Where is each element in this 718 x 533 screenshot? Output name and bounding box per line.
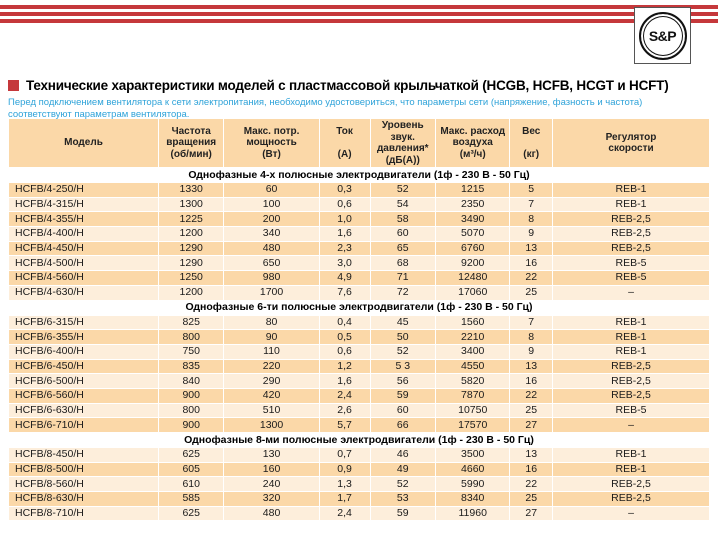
value-cell: 65 [371, 242, 435, 256]
header-line: Макс. потр. [243, 125, 300, 137]
value-cell: 800 [159, 330, 223, 344]
value-cell: 0,6 [320, 345, 370, 359]
value-cell: 9 [510, 345, 552, 359]
value-cell: 480 [224, 242, 318, 256]
value-cell: REB-1 [553, 198, 709, 212]
value-cell: – [553, 507, 709, 521]
model-cell: HCFB/6-400/H [9, 345, 158, 359]
value-cell: 825 [159, 316, 223, 330]
value-cell: 650 [224, 256, 318, 270]
value-cell: 16 [510, 256, 552, 270]
table-header-cell [371, 119, 435, 167]
table-row [9, 448, 709, 462]
table-header-cell [9, 119, 158, 167]
value-cell: 50 [371, 330, 435, 344]
value-cell: 900 [159, 389, 223, 403]
value-cell: 100 [224, 198, 318, 212]
value-cell: 420 [224, 389, 318, 403]
header-line: вращения [166, 137, 217, 149]
value-cell: 8 [510, 212, 552, 226]
header-line: (м³/ч) [459, 148, 486, 160]
value-cell: 2,3 [320, 242, 370, 256]
value-cell: 0,3 [320, 183, 370, 197]
model-cell: HCFB/6-450/H [9, 360, 158, 374]
value-cell: 59 [371, 507, 435, 521]
table-header-row [9, 119, 709, 167]
table-row [9, 212, 709, 226]
table-row [9, 286, 709, 300]
value-cell: 71 [371, 271, 435, 285]
value-cell: REB-2,5 [553, 242, 709, 256]
value-cell: REB-5 [553, 404, 709, 418]
value-cell: REB-1 [553, 448, 709, 462]
value-cell: REB-2,5 [553, 374, 709, 388]
value-cell: 0,9 [320, 463, 370, 477]
value-cell: 7870 [436, 389, 509, 403]
table-header-cell [224, 119, 318, 167]
value-cell: REB-1 [553, 345, 709, 359]
value-cell: 25 [510, 404, 552, 418]
value-cell: 605 [159, 463, 223, 477]
value-cell: 980 [224, 271, 318, 285]
table-row [9, 360, 709, 374]
value-cell: 2210 [436, 330, 509, 344]
value-cell: 60 [371, 404, 435, 418]
value-cell: 1560 [436, 316, 509, 330]
value-cell: REB-2,5 [553, 212, 709, 226]
value-cell: 1,7 [320, 492, 370, 506]
header-line: (дБ(А)) [385, 154, 420, 166]
model-cell: HCFB/4-355/H [9, 212, 158, 226]
value-cell: 59 [371, 389, 435, 403]
value-cell: 17570 [436, 418, 509, 432]
value-cell: REB-2,5 [553, 389, 709, 403]
header-line: Регулятор [605, 131, 657, 143]
value-cell: 2350 [436, 198, 509, 212]
brand-stripes [0, 5, 718, 23]
value-cell: 200 [224, 212, 318, 226]
value-cell: 1300 [159, 198, 223, 212]
table-row [9, 183, 709, 197]
value-cell: 60 [371, 227, 435, 241]
table-header-cell [436, 119, 509, 167]
table-row [9, 198, 709, 212]
value-cell: 1200 [159, 286, 223, 300]
value-cell: 1225 [159, 212, 223, 226]
value-cell: 5990 [436, 477, 509, 491]
value-cell: 22 [510, 477, 552, 491]
value-cell: 80 [224, 316, 318, 330]
table-header-cell [159, 119, 223, 167]
model-cell: HCFB/8-630/H [9, 492, 158, 506]
table-row [9, 418, 709, 432]
table-row [9, 463, 709, 477]
value-cell: 22 [510, 389, 552, 403]
value-cell: 2,6 [320, 404, 370, 418]
value-cell: 68 [371, 256, 435, 270]
value-cell: 1290 [159, 242, 223, 256]
model-cell: HCFB/4-500/H [9, 256, 158, 270]
value-cell: 1215 [436, 183, 509, 197]
value-cell: 835 [159, 360, 223, 374]
value-cell: 16 [510, 374, 552, 388]
table-row [9, 374, 709, 388]
section-title: Однофазные 8-ми полюсные электродвигатели (1ф - 230 В - 50 Гц) [9, 433, 709, 447]
value-cell: 0,5 [320, 330, 370, 344]
value-cell: 840 [159, 374, 223, 388]
value-cell: 27 [510, 418, 552, 432]
value-cell: 160 [224, 463, 318, 477]
value-cell: 3500 [436, 448, 509, 462]
header-line: Макс. расход [440, 125, 506, 137]
table-row [9, 256, 709, 270]
value-cell: 25 [510, 492, 552, 506]
value-cell: 58 [371, 212, 435, 226]
value-cell: 240 [224, 477, 318, 491]
value-cell: 60 [224, 183, 318, 197]
value-cell: – [553, 286, 709, 300]
value-cell: 4,9 [320, 271, 370, 285]
table-row [9, 389, 709, 403]
intro-text: Перед подключением вентилятора к сети электропитания, необходимо удостовериться, что параметры сети (напряжение, фазность и частота) соответствуют параметрам вентилятора. [8, 97, 643, 120]
value-cell: 13 [510, 360, 552, 374]
table-row [9, 316, 709, 330]
value-cell: REB-2,5 [553, 360, 709, 374]
value-cell: 4660 [436, 463, 509, 477]
value-cell: 220 [224, 360, 318, 374]
value-cell: 11960 [436, 507, 509, 521]
value-cell: 66 [371, 418, 435, 432]
model-cell: HCFB/6-560/H [9, 389, 158, 403]
model-cell: HCFB/8-710/H [9, 507, 158, 521]
header-line: Уровень звук. [381, 120, 424, 143]
header-line: воздуха [452, 137, 493, 149]
value-cell: 3,0 [320, 256, 370, 270]
value-cell: 3490 [436, 212, 509, 226]
model-cell: HCFB/4-250/H [9, 183, 158, 197]
value-cell: 340 [224, 227, 318, 241]
value-cell: 5,7 [320, 418, 370, 432]
value-cell: 8340 [436, 492, 509, 506]
value-cell: 9 [510, 227, 552, 241]
sp-logo [634, 7, 691, 64]
title-bullet-icon [8, 80, 19, 91]
table-header-cell [553, 119, 709, 167]
value-cell: REB-2,5 [553, 477, 709, 491]
value-cell: REB-1 [553, 183, 709, 197]
value-cell: 46 [371, 448, 435, 462]
model-cell: HCFB/4-315/H [9, 198, 158, 212]
value-cell: 52 [371, 477, 435, 491]
model-cell: HCFB/4-400/H [9, 227, 158, 241]
header-line: скорости [608, 143, 654, 154]
value-cell: REB-5 [553, 256, 709, 270]
section-header-row [9, 301, 709, 315]
value-cell: 1,6 [320, 374, 370, 388]
header-line: Ток [336, 125, 353, 137]
header-line: (кг) [523, 148, 540, 160]
model-cell: HCFB/6-500/H [9, 374, 158, 388]
value-cell: 4550 [436, 360, 509, 374]
table-head [9, 119, 709, 167]
value-cell: 72 [371, 286, 435, 300]
value-cell: REB-2,5 [553, 492, 709, 506]
section-header-row [9, 168, 709, 182]
value-cell: 1,0 [320, 212, 370, 226]
title-row [8, 79, 710, 93]
table-row [9, 227, 709, 241]
header-line: (А) [337, 148, 352, 160]
value-cell: 625 [159, 507, 223, 521]
value-cell: 49 [371, 463, 435, 477]
header-line: (об/мин) [170, 148, 212, 160]
value-cell: 13 [510, 242, 552, 256]
value-cell: – [553, 418, 709, 432]
value-cell: 320 [224, 492, 318, 506]
value-cell: 90 [224, 330, 318, 344]
model-cell: HCFB/4-630/H [9, 286, 158, 300]
table-header-cell [320, 119, 370, 167]
value-cell: 53 [371, 492, 435, 506]
value-cell: 17060 [436, 286, 509, 300]
value-cell: 1700 [224, 286, 318, 300]
value-cell: 0,7 [320, 448, 370, 462]
value-cell: 6760 [436, 242, 509, 256]
header-line: (Вт) [262, 148, 281, 160]
value-cell: REB-2,5 [553, 227, 709, 241]
section-title: Однофазные 6-ти полюсные электродвигатели (1ф - 230 В - 50 Гц) [9, 301, 709, 315]
value-cell: 5 3 [371, 360, 435, 374]
value-cell: 0,4 [320, 316, 370, 330]
value-cell: 1250 [159, 271, 223, 285]
sp-logo-text: S&P [648, 27, 677, 44]
table-header-cell [510, 119, 552, 167]
model-cell: HCFB/8-500/H [9, 463, 158, 477]
value-cell: 52 [371, 183, 435, 197]
value-cell: 110 [224, 345, 318, 359]
value-cell: 3400 [436, 345, 509, 359]
header-line [510, 137, 552, 149]
value-cell: 1,2 [320, 360, 370, 374]
model-cell: HCFB/6-630/H [9, 404, 158, 418]
value-cell: 25 [510, 286, 552, 300]
value-cell: 56 [371, 374, 435, 388]
table-row [9, 330, 709, 344]
model-cell: HCFB/4-560/H [9, 271, 158, 285]
value-cell: 130 [224, 448, 318, 462]
table-body [9, 168, 709, 520]
header-line: мощность [246, 137, 297, 149]
value-cell: 13 [510, 448, 552, 462]
value-cell: 0,6 [320, 198, 370, 212]
header-line: Частота [171, 125, 211, 137]
sp-logo-circle [639, 12, 687, 60]
value-cell: 5070 [436, 227, 509, 241]
header-line: Модель [64, 137, 103, 149]
value-cell: 27 [510, 507, 552, 521]
value-cell: 1300 [224, 418, 318, 432]
table-row [9, 477, 709, 491]
value-cell: 2,4 [320, 389, 370, 403]
value-cell: 2,4 [320, 507, 370, 521]
model-cell: HCFB/6-710/H [9, 418, 158, 432]
value-cell: 7 [510, 316, 552, 330]
value-cell: REB-1 [553, 463, 709, 477]
value-cell: REB-1 [553, 330, 709, 344]
value-cell: 22 [510, 271, 552, 285]
value-cell: 750 [159, 345, 223, 359]
value-cell: 9200 [436, 256, 509, 270]
header-line [320, 137, 370, 149]
value-cell: 1,6 [320, 227, 370, 241]
model-cell: HCFB/8-560/H [9, 477, 158, 491]
value-cell: 625 [159, 448, 223, 462]
model-cell: HCFB/4-450/H [9, 242, 158, 256]
table-row [9, 404, 709, 418]
value-cell: 800 [159, 404, 223, 418]
value-cell: 54 [371, 198, 435, 212]
model-cell: HCFB/6-315/H [9, 316, 158, 330]
value-cell: 1200 [159, 227, 223, 241]
value-cell: 10750 [436, 404, 509, 418]
section-title: Однофазные 4-х полюсные электродвигатели (1ф - 230 В - 50 Гц) [9, 168, 709, 182]
value-cell: REB-1 [553, 316, 709, 330]
value-cell: 1,3 [320, 477, 370, 491]
value-cell: 52 [371, 345, 435, 359]
value-cell: 480 [224, 507, 318, 521]
value-cell: 610 [159, 477, 223, 491]
value-cell: 1290 [159, 256, 223, 270]
table-row [9, 345, 709, 359]
table-row [9, 507, 709, 521]
value-cell: 1330 [159, 183, 223, 197]
value-cell: 8 [510, 330, 552, 344]
spec-table [8, 118, 710, 521]
page-title: Технические характеристики моделей с пластмассовой крыльчаткой (HCGB, HCFB, HCGT и HCFT) [26, 78, 669, 93]
value-cell: 5 [510, 183, 552, 197]
value-cell: 7 [510, 198, 552, 212]
model-cell: HCFB/8-450/H [9, 448, 158, 462]
value-cell: 510 [224, 404, 318, 418]
value-cell: 900 [159, 418, 223, 432]
table-row [9, 242, 709, 256]
table-row [9, 271, 709, 285]
model-cell: HCFB/6-355/H [9, 330, 158, 344]
table-row [9, 492, 709, 506]
value-cell: 45 [371, 316, 435, 330]
value-cell: 16 [510, 463, 552, 477]
header-line: давления* [376, 143, 429, 154]
value-cell: 5820 [436, 374, 509, 388]
value-cell: 7,6 [320, 286, 370, 300]
header-line: Вес [522, 125, 541, 137]
value-cell: 585 [159, 492, 223, 506]
value-cell: REB-5 [553, 271, 709, 285]
section-header-row [9, 433, 709, 447]
value-cell: 12480 [436, 271, 509, 285]
value-cell: 290 [224, 374, 318, 388]
